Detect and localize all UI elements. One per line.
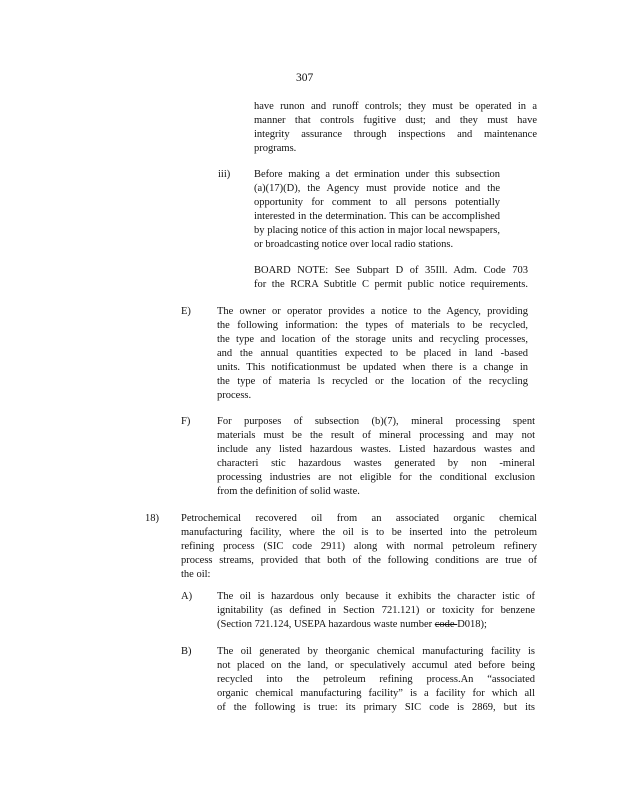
item-e-text [217, 305, 528, 403]
item-marker-b: B) [181, 646, 192, 657]
paragraph-line: the following information: the types of materials to be recycled, [217, 320, 528, 331]
line-text: (Section 721.124, USEPA hazardous waste number [217, 619, 435, 630]
paragraph-line: recycled into the petroleum refining process.An “associated [217, 674, 535, 685]
paragraph-line: the type and location of the storage units and recycling processes, [217, 334, 528, 345]
paragraph-line: not placed on the land, or speculatively accumul ated before being [217, 660, 535, 671]
item-a-text [217, 590, 535, 632]
paragraph-line: opportunity for comment to all persons potentially [254, 197, 500, 208]
paragraph-line: refining process (SIC code 2911) along with normal petroleum refinery [181, 541, 537, 552]
paragraph-line: materials must be the result of mineral processing and may not [217, 430, 535, 441]
item-b-text [217, 645, 535, 715]
item-f-text [217, 415, 535, 499]
paragraph-line: Petrochemical recovered oil from an associated organic chemical [181, 513, 537, 524]
item-iii-text [254, 168, 500, 252]
paragraph-line: The oil generated by theorganic chemical manufacturing facility is [217, 646, 535, 657]
item-marker-iii: iii) [218, 169, 231, 180]
paragraph-line: have runon and runoff controls; they must be operated in a [254, 101, 537, 112]
paragraph-line: For purposes of subsection (b)(7), mineral processing spent [217, 416, 535, 427]
paragraph-line: from the definition of solid waste. [217, 486, 360, 497]
paragraph-line: interested in the determination. This can be accomplished [254, 211, 500, 222]
paragraph-line: the type of materia ls recycled or the location of the recycling [217, 376, 528, 387]
paragraph-line: organic chemical manufacturing facility” is a facility for which all [217, 688, 535, 699]
paragraph-line: of the following is true: its primary SIC code is 2869, but its [217, 702, 535, 713]
paragraph-line: process. [217, 390, 252, 401]
paragraph-line: The oil is hazardous only because it exhibits the character istic of [217, 591, 535, 602]
paragraph-line: programs. [254, 143, 297, 154]
note-line: for the RCRA Subtitle C permit public notice requirements. [254, 279, 528, 290]
paragraph-line: include any listed hazardous wastes. Listed hazardous wastes and [217, 444, 535, 455]
item-18-text [181, 512, 537, 582]
paragraph-line: process streams, provided that both of the following conditions are true of [181, 555, 537, 566]
item-marker-a: A) [181, 591, 193, 602]
paragraph-line: and the annual quantities expected to be placed in land -based [217, 348, 528, 359]
paragraph-line: by placing notice of this action in major local newspapers, [254, 225, 500, 236]
note-line: BOARD NOTE: See Subpart D of 35Ill. Adm. Code 703 [254, 265, 528, 276]
board-note [254, 264, 528, 292]
paragraph-line: characteri stic hazardous wastes generated by non -mineral [217, 458, 535, 469]
paragraph-line: integrity assurance through inspections and maintenance [254, 129, 537, 140]
paragraph-line: processing industries are not eligible for the conditional exclusion [217, 472, 535, 483]
paragraph-line: the oil: [181, 569, 211, 580]
paragraph-line: or broadcasting notice over local radio stations. [254, 239, 454, 250]
paragraph-line: Before making a det ermination under this subsection [254, 169, 500, 180]
paragraph-line: The owner or operator provides a notice to the Agency, providing [217, 306, 528, 317]
paragraph-line: manner that controls fugitive dust; and they must have [254, 115, 537, 126]
paragraph-line [217, 618, 535, 632]
paragraph-line: units. This notificationmust be updated when there is a change in [217, 362, 528, 373]
line-text: D018); [457, 619, 487, 630]
item-marker-f: F) [181, 416, 191, 427]
continued-paragraph [254, 100, 537, 156]
struck-text: code [434, 619, 458, 630]
item-marker-e: E) [181, 306, 191, 317]
page-number: 307 [296, 72, 314, 84]
paragraph-line: ignitability (as defined in Section 721.121) or toxicity for benzene [217, 605, 535, 616]
item-marker-18: 18) [145, 513, 159, 524]
paragraph-line: manufacturing facility, where the oil is to be inserted into the petroleum [181, 527, 537, 538]
paragraph-line: (a)(17)(D), the Agency must provide notice and the [254, 183, 500, 194]
